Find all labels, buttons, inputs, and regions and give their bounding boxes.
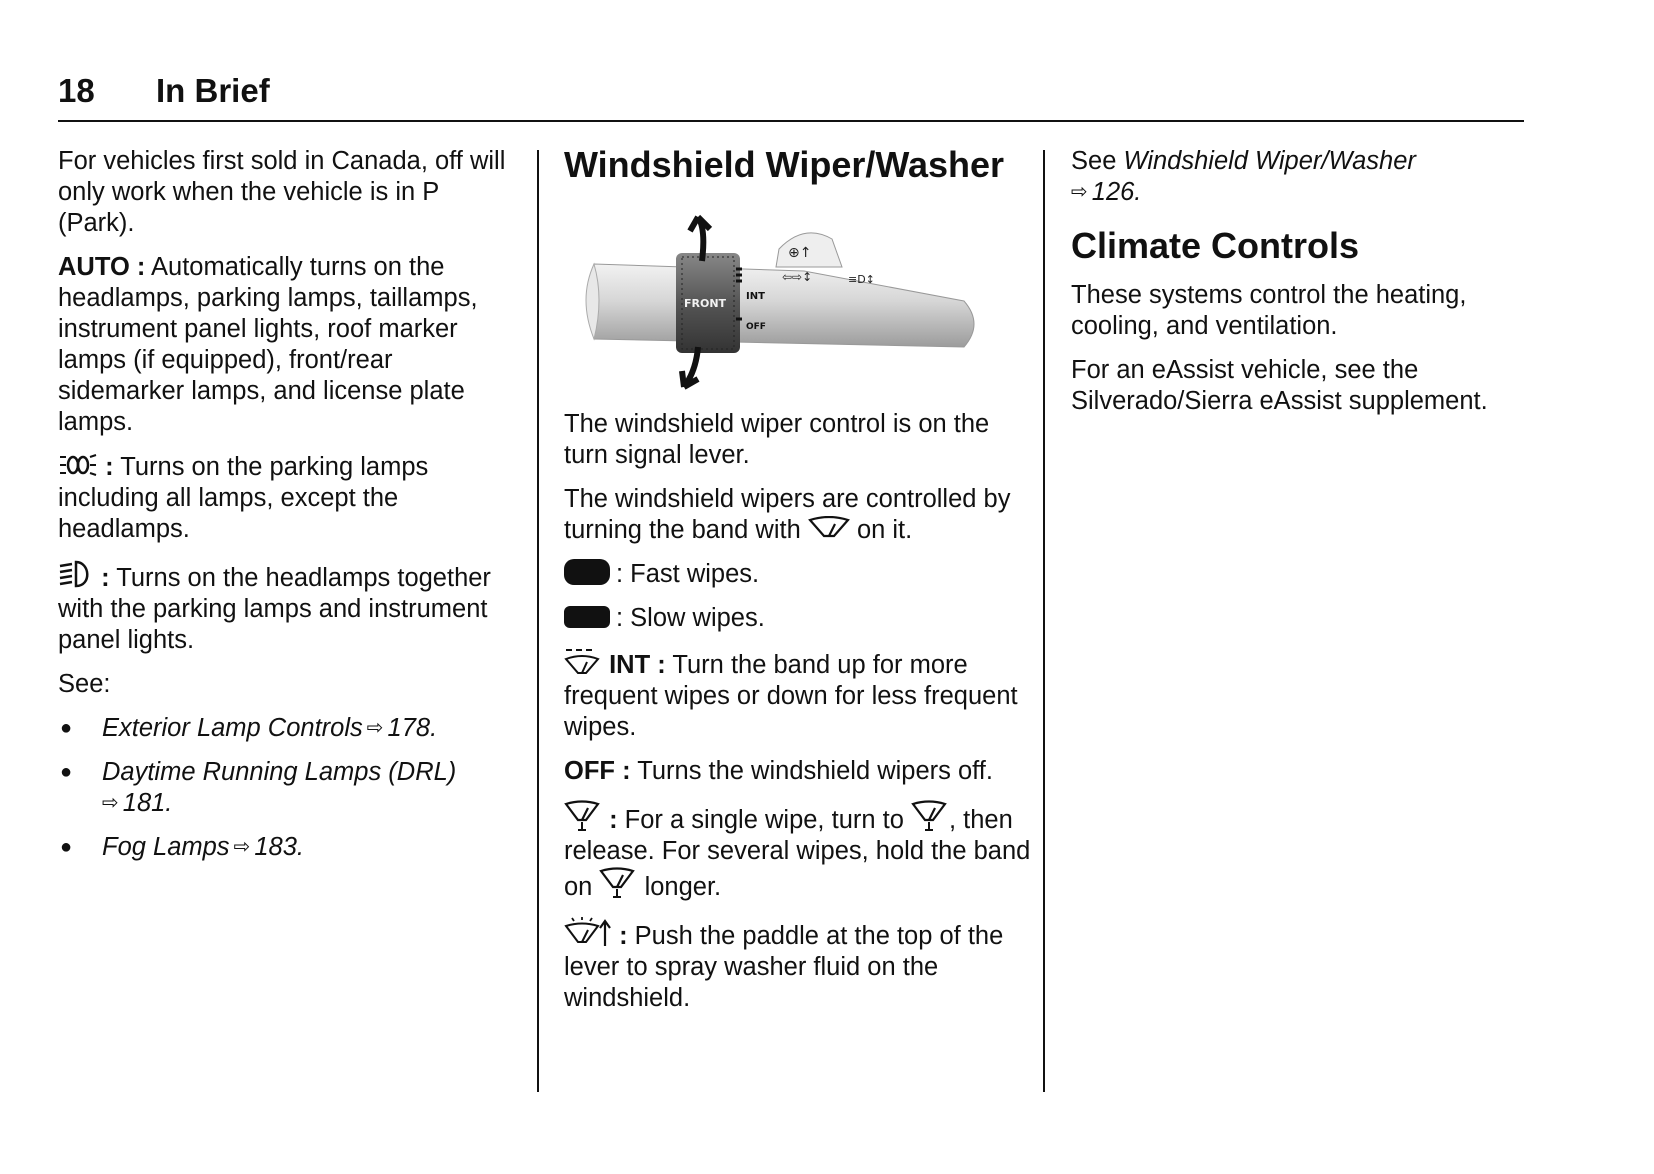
headlamp-text: Turns on the headlamps together with the parking lamps and instrument panel lights. [58,564,491,654]
xref-page: 181. [122,789,173,817]
xref-title: Exterior Lamp Controls [102,714,363,742]
see-prefix: See [1071,147,1124,175]
headlamp-icon [58,558,94,590]
wiper-lever-illustration [564,199,1004,399]
climate-description: These systems control the heating, cooling, and ventilation. [1071,281,1467,340]
off-label: OFF [746,322,766,332]
int-label: INT [746,291,765,302]
xref-title: Daytime Running Lamps (DRL) [102,758,457,786]
washer-paragraph [564,916,1034,1014]
fast-wipe-icon [564,559,610,585]
see-list [58,713,518,863]
parking-lamp-colon: : [105,453,114,481]
column-divider [1043,150,1045,1092]
page-number: 18 [58,72,95,109]
slow-wipes: : Slow wipes. [564,603,1034,634]
wiper-band-text-start: The windshield wipers are controlled by turning the band with [564,485,1011,544]
mist-wiper-icon [599,867,637,899]
int-paragraph [564,647,1034,743]
canada-note: For vehicles first sold in Canada, off will only work when the vehicle is in P (Park). [58,147,506,237]
wiper-band-paragraph [564,484,1034,546]
xref-arrow-icon: ⇨ [366,717,384,739]
eassist-note: For an eAssist vehicle, see the Silverado/Sierra eAssist supplement. [1071,356,1488,415]
int-text: Turn the band up for more frequent wipes or down for less frequent wipes. [564,651,1018,741]
fast-wipes: : Fast wipes. [564,559,1034,590]
int-label-text: INT : [609,651,666,679]
washer-colon: : [619,922,628,950]
front-label: FRONT [684,297,727,310]
wiper-symbol-icon [808,516,850,542]
wiper-control-location: The windshield wiper control is on the turn signal lever. [564,410,990,469]
off-text: Turns the windshield wipers off. [630,757,993,785]
xref-arrow-icon: ⇨ [233,836,251,858]
washer-icon [564,916,612,948]
list-item[interactable] [58,832,518,863]
parking-lamp-paragraph [58,451,518,545]
column-divider [537,150,539,1092]
xref-title: Windshield Wiper/Washer [1123,147,1416,175]
headlamp-colon: : [101,564,110,592]
headlamp-paragraph [58,558,518,656]
xref-page: 183. [254,833,304,861]
xref-arrow-icon: ⇨ [1071,181,1088,203]
wiper-band-text-end: on it. [856,516,913,544]
xref-page: 178. [387,714,438,742]
parking-lamp-text: Turns on the parking lamps including all lamps, except the headlamps. [58,453,429,543]
mist-text-2: , then release. For several wipes, hold the band on [564,806,1031,901]
column-middle [564,146,1034,1027]
climate-heading: Climate Controls [1071,225,1360,266]
column-right [1071,146,1541,430]
off-label-text: OFF : [564,757,631,785]
slow-wipe-icon [564,606,610,628]
see-label: See: [58,670,111,698]
xref-arrow-icon: ⇨ [102,792,119,814]
auto-text: Automatically turns on the headlamps, parking lamps, taillamps, instrument panel lights, roof marker lamps (if equipped), front/rear sidemarker lamps, and license plate lamps. [58,253,478,436]
wiper-cross-reference[interactable] [1071,146,1541,208]
list-item[interactable] [58,757,518,819]
section-title: In Brief [156,72,270,109]
mist-wiper-icon [911,800,949,832]
intermittent-wiper-icon [564,647,602,677]
svg-text:⇦⇨↕: ⇦⇨↕ [782,270,813,284]
mist-paragraph [564,800,1034,903]
svg-text:⊕↑: ⊕↑ [788,245,812,261]
mist-colon: : [609,806,618,834]
page-header [58,70,1524,122]
wiper-heading: Windshield Wiper/Washer [564,144,1005,185]
auto-paragraph [58,252,518,438]
column-left [58,146,518,876]
xref-title: Fog Lamps [102,833,230,861]
mist-wiper-icon [564,800,602,832]
parking-lamp-icon [58,451,98,479]
svg-text:≡D↕: ≡D↕ [848,273,875,286]
auto-label: AUTO : [58,253,146,281]
off-paragraph [564,756,1034,787]
list-item[interactable] [58,713,518,744]
mist-text-1: For a single wipe, turn to [617,806,904,834]
washer-text: Push the paddle at the top of the lever to spray washer fluid on the windshield. [564,922,1004,1012]
xref-page: 126. [1091,178,1142,206]
mist-text-3: longer. [644,873,722,901]
